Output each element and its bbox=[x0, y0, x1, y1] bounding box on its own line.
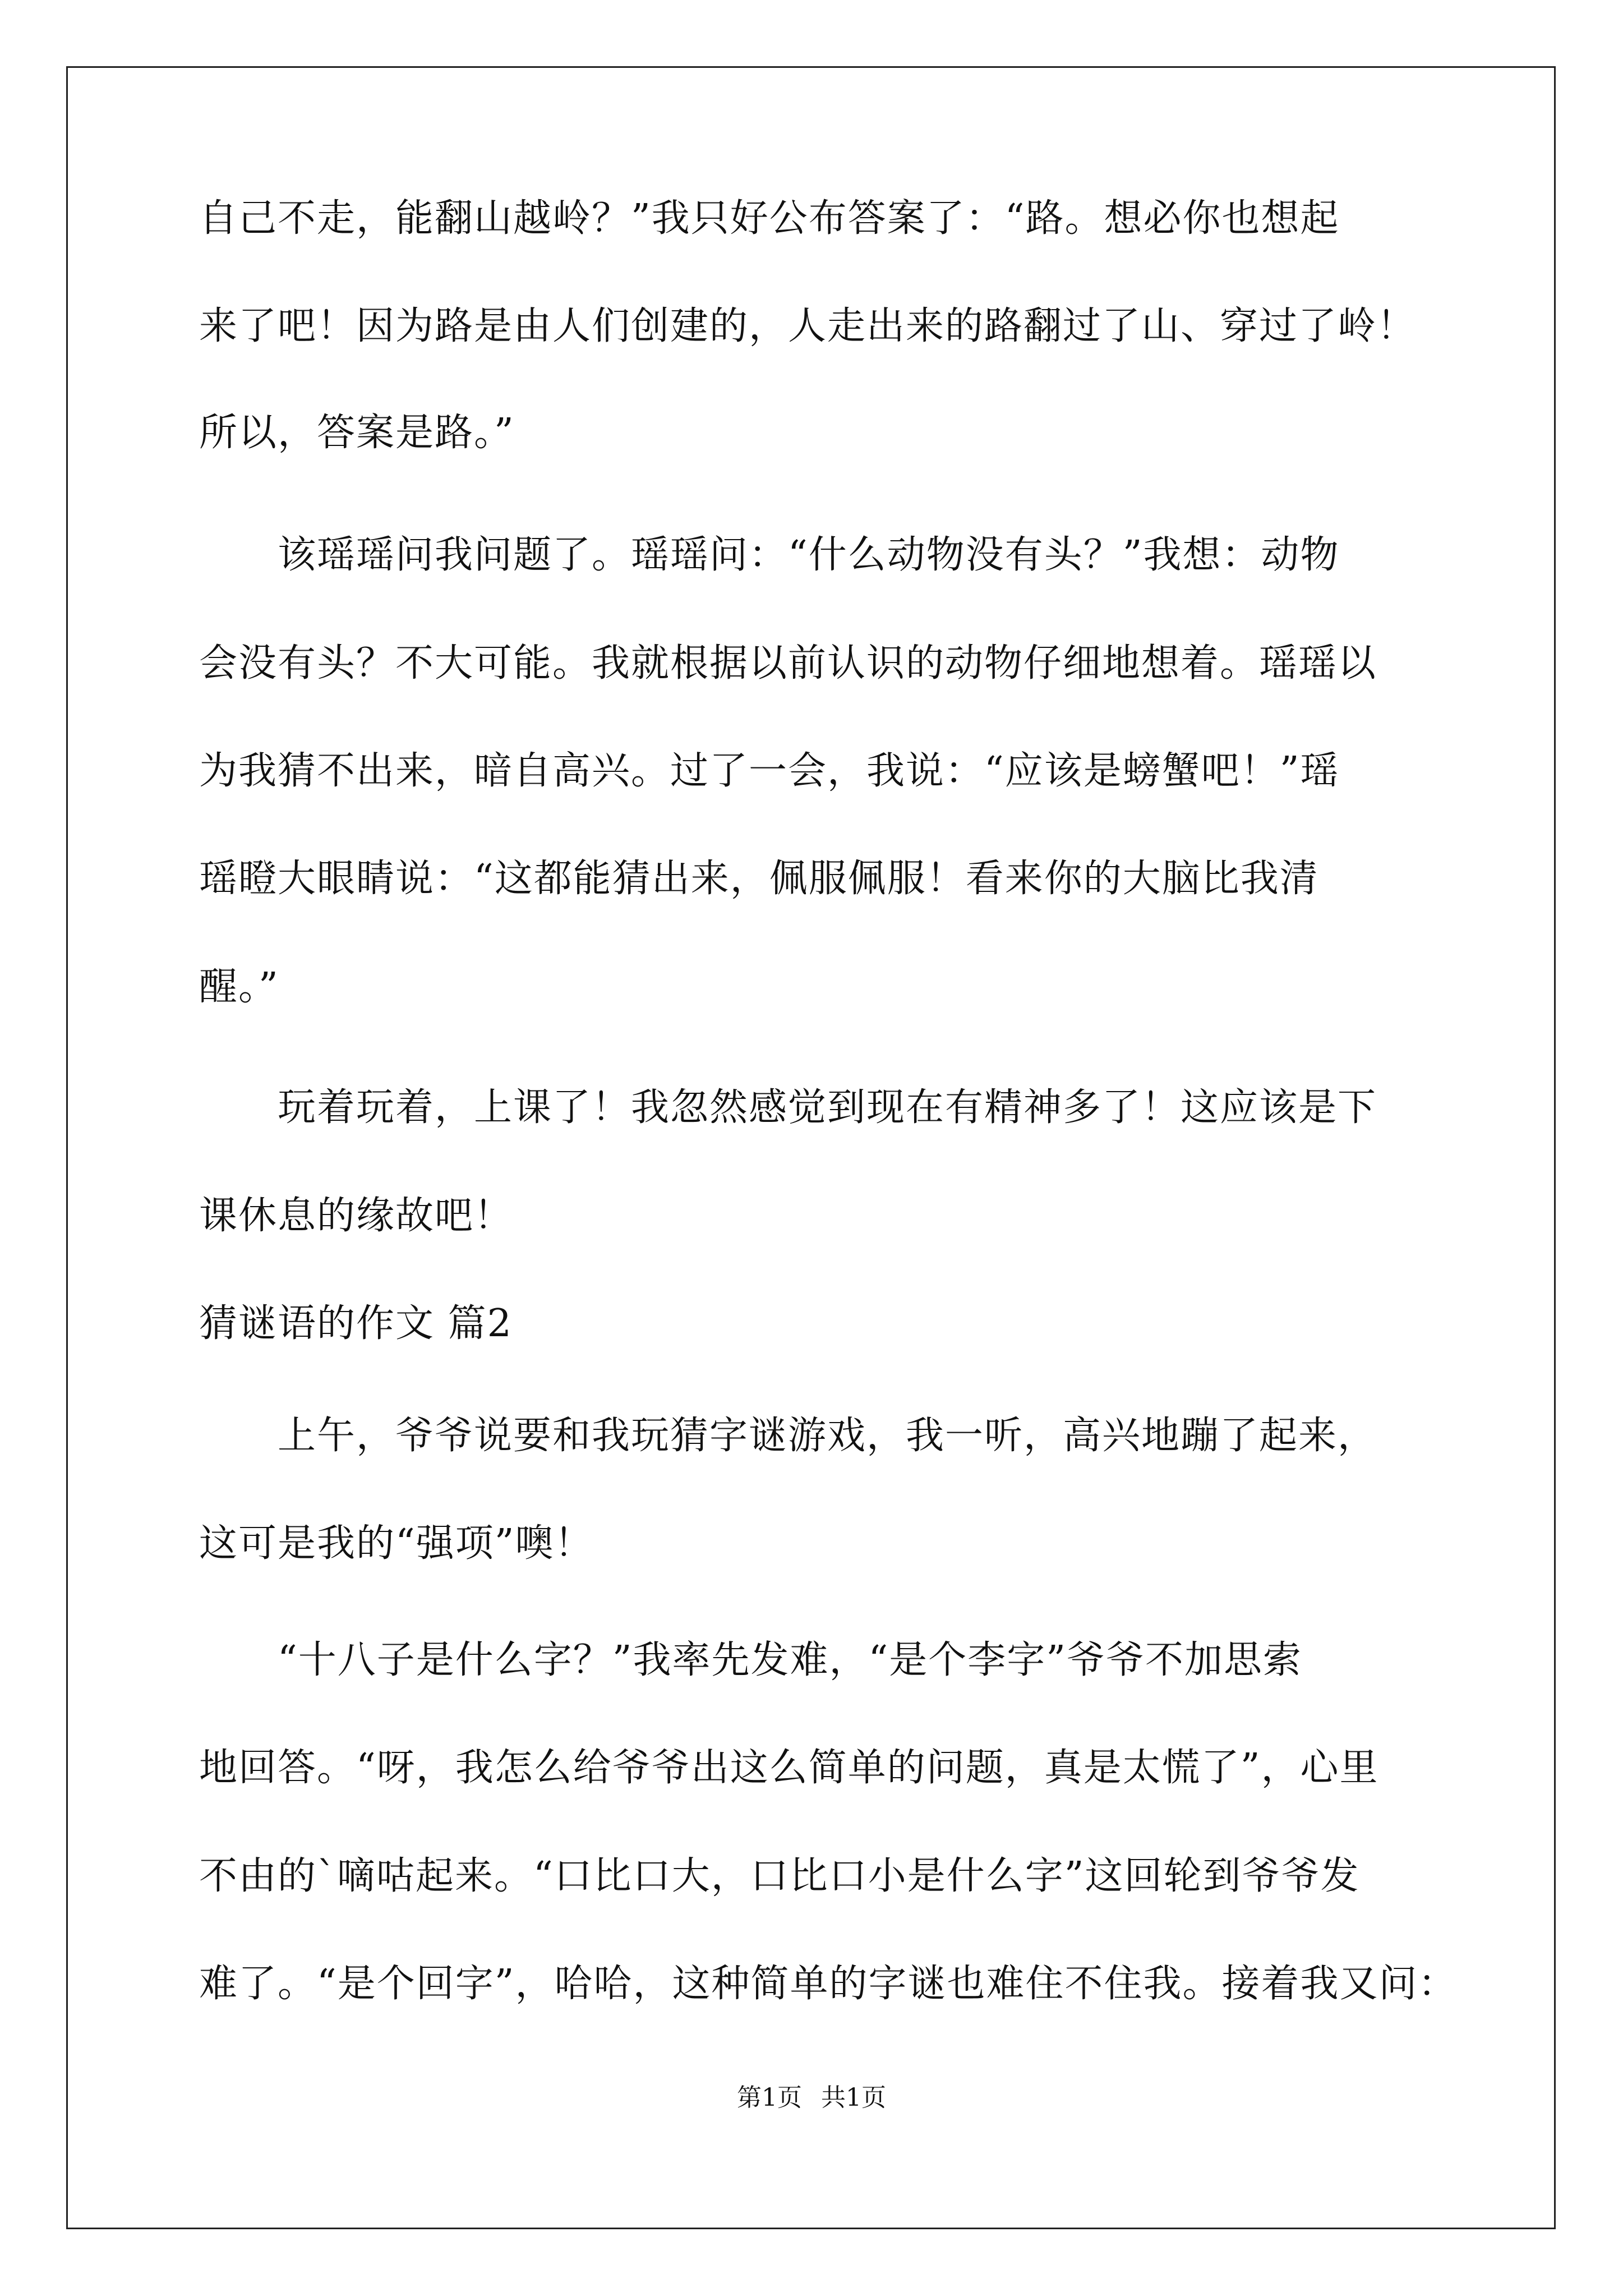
text-line: 玩着玩着，上课了！我忽然感觉到现在有精神多了！这应该是下 bbox=[199, 1085, 1377, 1130]
text-line: 不由的`嘀咕起来。“口比口大，口比口小是什么字”这回轮到爷爷发 bbox=[199, 1854, 1360, 1898]
text-line: 会没有头？不大可能。我就根据以前认识的动物仔细地想着。瑶瑶以 bbox=[199, 641, 1377, 685]
text-line: 该瑶瑶问我问题了。瑶瑶问：“什么动物没有头？”我想：动物 bbox=[199, 533, 1340, 577]
text-line: 自己不走，能翻山越岭？”我只好公布答案了：“路。想必你也想起 bbox=[199, 196, 1340, 241]
page-total: 共1页 bbox=[821, 2083, 886, 2112]
text-line: 所以，答案是路。” bbox=[199, 411, 515, 455]
text-line: 瑶瞪大眼睛说：“这都能猜出来，佩服佩服！看来你的大脑比我清 bbox=[199, 857, 1319, 901]
text-line: 这可是我的“强项”噢！ bbox=[199, 1521, 594, 1566]
page-number: 第1页 bbox=[737, 2083, 802, 2112]
text-line: “十八子是什么字？”我率先发难，“是个李字”爷爷不加思索 bbox=[199, 1638, 1303, 1682]
page-footer bbox=[0, 2081, 1623, 2115]
text-line: 为我猜不出来，暗自高兴。过了一会，我说：“应该是螃蟹吧！”瑶 bbox=[199, 749, 1340, 793]
text-line: 课休息的缘故吧！ bbox=[199, 1194, 514, 1238]
text-line: 地回答。“呀，我怎么给爷爷出这么简单的问题，真是太慌了”，心里 bbox=[199, 1746, 1379, 1790]
text-line: 来了吧！因为路是由人们创建的，人走出来的路翻过了山、穿过了岭！ bbox=[199, 304, 1417, 348]
page-border bbox=[66, 66, 1556, 2229]
text-line: 难了。“是个回字”，哈哈，这种简单的字谜也难住不住我。接着我又问： bbox=[199, 1962, 1458, 2006]
text-line: 上午，爷爷说要和我玩猜字谜游戏，我一听，高兴地蹦了起来， bbox=[199, 1414, 1377, 1458]
section-heading: 猜谜语的作文 篇2 bbox=[199, 1301, 513, 1346]
text-line: 醒。” bbox=[199, 965, 279, 1009]
